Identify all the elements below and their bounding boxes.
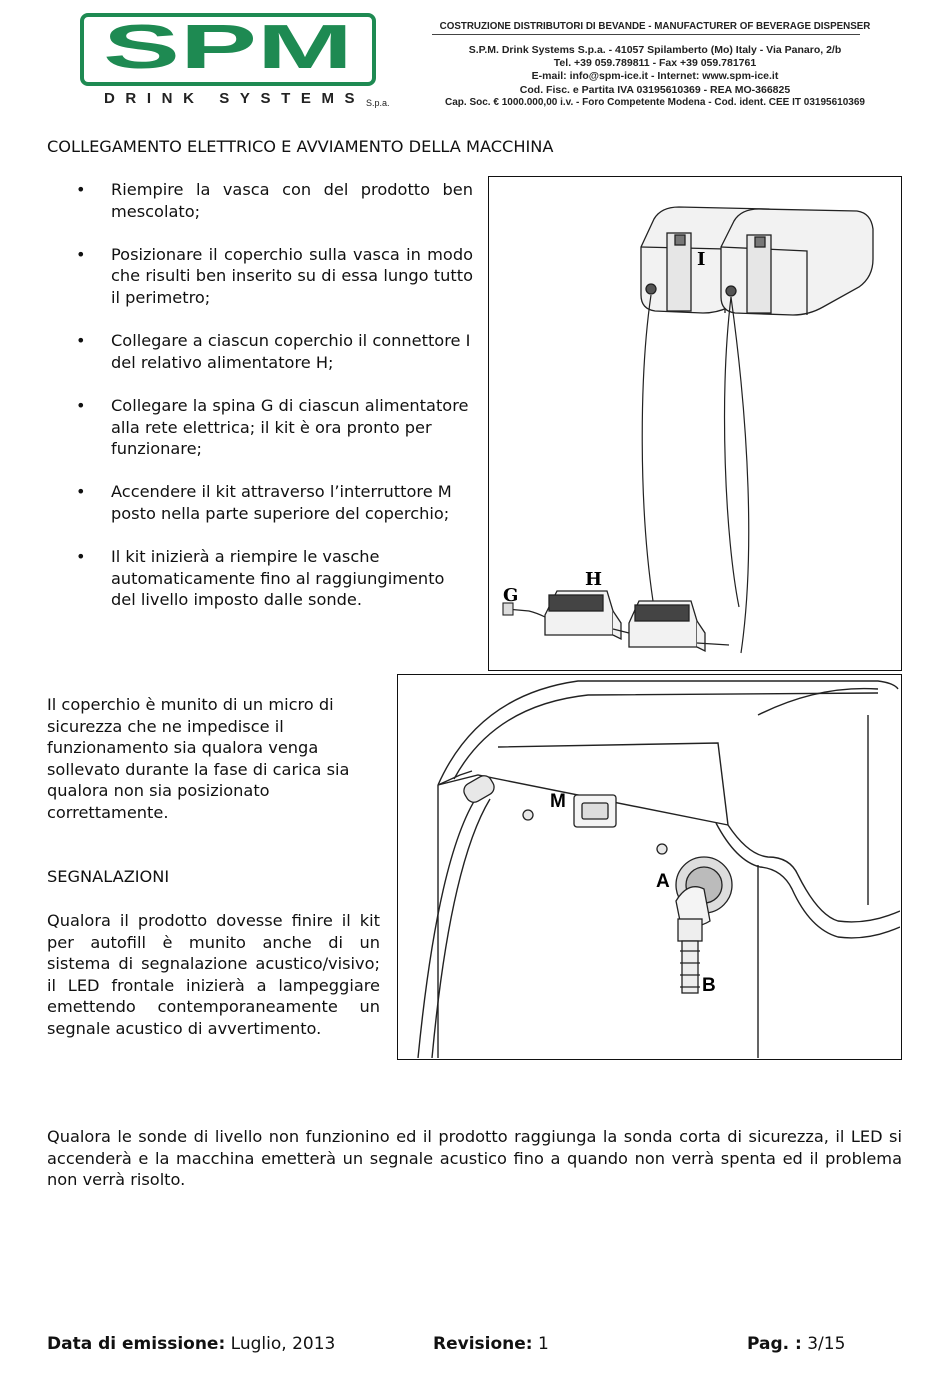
- list-item: • Accendere il kit attraverso l’interruttore M posto nella parte superiore del coperchio;: [76, 482, 452, 523]
- list-item: • Collegare la spina G di ciascun alimentatore alla rete elettrica; il kit è ora pronto per funzionare;: [76, 395, 469, 459]
- company-logo: [86, 14, 370, 76]
- list-item: • Riempire la vasca con del prodotto ben mescolato;: [76, 180, 473, 221]
- company-address: S.P.M. Drink Systems S.p.a. - 41057 Spilamberto (Mo) Italy - Via Panaro, 2/b: [468, 44, 842, 56]
- logo-subtitle: DRINK SYSTEMS: [104, 90, 366, 107]
- label-a: A: [656, 871, 670, 892]
- bullet-icon: •: [76, 395, 86, 415]
- footer-revision: [433, 1334, 549, 1354]
- footer-page-label: Pag. :: [747, 1334, 802, 1354]
- company-email: E-mail: info@spm-ice.it - Internet: www.spm-ice.it: [531, 70, 779, 82]
- footer-page-value: 3/15: [807, 1334, 846, 1354]
- bullet-icon: •: [76, 482, 86, 502]
- logo-spa: S.p.a.: [366, 98, 390, 108]
- footer-date-value: Luglio, 2013: [230, 1334, 336, 1354]
- lids-illustration: [489, 177, 900, 669]
- section-title: COLLEGAMENTO ELETTRICO E AVVIAMENTO DELLA MACCHINA: [47, 137, 554, 156]
- company-capital: Cap. Soc. € 1000.000,00 i.v. - Foro Competente Modena - Cod. ident. CEE IT 03195610369: [445, 97, 865, 108]
- list-item: • Collegare a ciascun coperchio il connettore I del relativo alimentatore H;: [76, 331, 471, 372]
- footer-page: [747, 1334, 845, 1354]
- figure-lid-detail: [397, 674, 902, 1060]
- signals-paragraph: Qualora il prodotto dovesse finire il kit per autofill è munito anche di un sistema di segnalazione acustico/visivo; il LED frontale inizierà a lampeggiare emettendo contemporaneamente un segnale acustico di avvertimento.: [47, 911, 380, 1038]
- list-item: • Il kit inizierà a riempire le vasche automaticamente fino al raggiungimento del livello imposto dalle sonde.: [76, 547, 445, 610]
- label-i: I: [697, 249, 706, 270]
- instruction-list: [47, 179, 473, 632]
- footer-date: [47, 1334, 335, 1354]
- lid-detail-illustration: [398, 675, 900, 1058]
- list-item: • Posizionare il coperchio sulla vasca in modo che risulti ben inserito su di essa lungo tutto il perimetro;: [76, 244, 473, 307]
- label-m: M: [550, 791, 566, 812]
- footer-revision-label: Revisione:: [433, 1334, 533, 1354]
- company-tax: Cod. Fisc. e Partita IVA 03195610369 - REA MO-366825: [519, 84, 791, 96]
- company-tagline: COSTRUZIONE DISTRIBUTORI DI BEVANDE - MANUFACTURER OF BEVERAGE DISPENSER: [439, 21, 871, 32]
- bullet-icon: •: [76, 180, 86, 199]
- probe-paragraph: Qualora le sonde di livello non funzionino ed il prodotto raggiunga la sonda corta di sicurezza, il LED si accenderà e la macchina emetterà un segnale acustico fino a quando non verrà spenta ed il problema non verrà risolto.: [47, 1127, 902, 1190]
- label-g: G: [503, 585, 519, 606]
- company-phone: Tel. +39 059.789811 - Fax +39 059.781761: [553, 57, 757, 69]
- micro-paragraph: Il coperchio è munito di un micro di sicurezza che ne impedisce il funzionamento sia qualora venga sollevato durante la fase di carica sia qualora non sia posizionato correttamente.: [47, 695, 350, 822]
- footer-date-label: Data di emissione:: [47, 1334, 226, 1354]
- logo-text: SPM: [103, 14, 353, 76]
- bullet-icon: •: [76, 244, 86, 264]
- bullet-icon: •: [76, 547, 86, 567]
- figure-lids-power-supplies: [488, 176, 902, 671]
- footer-revision-value: 1: [538, 1334, 549, 1354]
- header-rule: [432, 34, 860, 35]
- label-h: H: [585, 569, 603, 590]
- label-b: B: [702, 975, 716, 996]
- bullet-icon: •: [76, 331, 86, 351]
- signals-title: SEGNALAZIONI: [47, 867, 170, 886]
